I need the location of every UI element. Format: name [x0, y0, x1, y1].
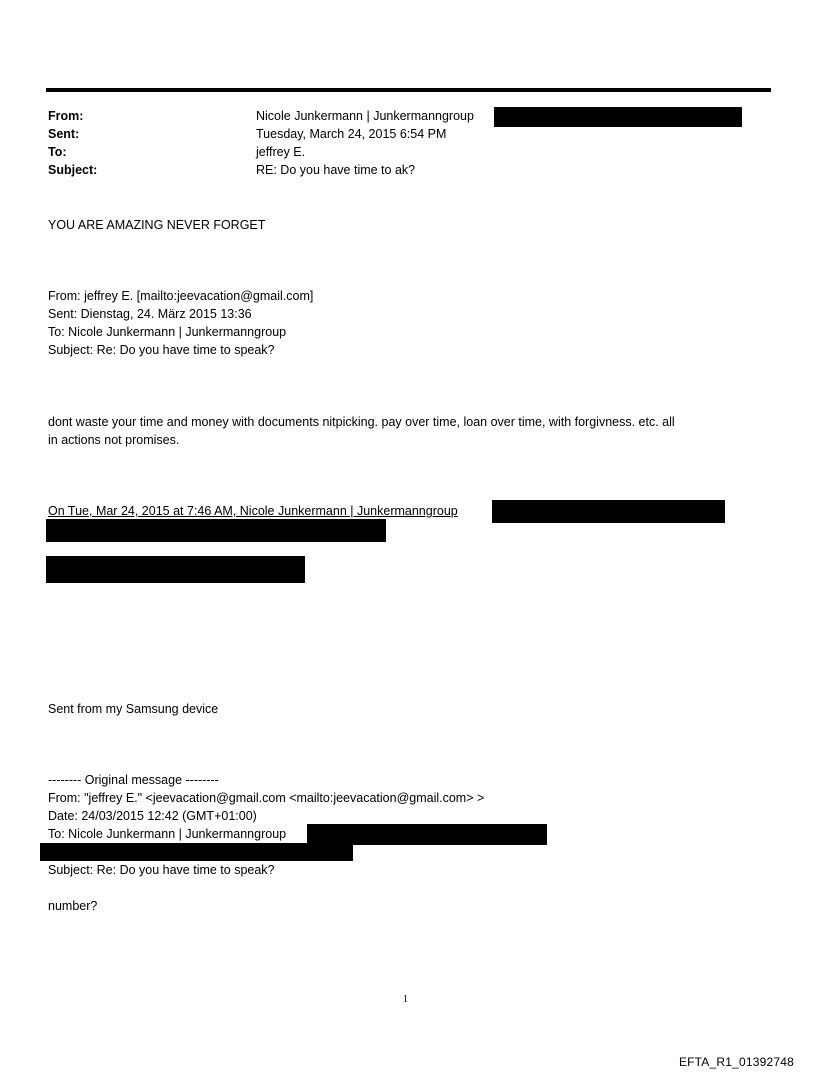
bates-number: EFTA_R1_01392748: [678, 1055, 794, 1069]
original-from: From: "jeffrey E." <jeevacation@gmail.com <mailto:jeevacation@gmail.com> >: [48, 791, 485, 805]
header-rule: [46, 88, 771, 92]
from-value: Nicole Junkermann | Junkermanngroup: [256, 109, 474, 123]
quoted-sent: Sent: Dienstag, 24. März 2015 13:36: [48, 307, 252, 321]
reply-body: YOU ARE AMAZING NEVER FORGET: [48, 218, 266, 232]
to-label: To:: [48, 145, 67, 159]
quoted-from: From: jeffrey E. [mailto:jeevacation@gmail.com]: [48, 289, 314, 303]
original-date: Date: 24/03/2015 12:42 (GMT+01:00): [48, 809, 257, 823]
redaction-box: [307, 824, 547, 845]
original-divider: -------- Original message --------: [48, 773, 219, 787]
original-subject: Subject: Re: Do you have time to speak?: [48, 863, 275, 877]
redaction-box: [494, 107, 742, 127]
quoted-body-line-1: dont waste your time and money with documents nitpicking. pay over time, loan over time, with forgivness. etc. all: [48, 415, 675, 429]
to-value: jeffrey E.: [256, 145, 306, 159]
subject-label: Subject:: [48, 163, 98, 177]
original-body: number?: [48, 899, 98, 913]
quoted-body-line-2: in actions not promises.: [48, 433, 180, 447]
page-number: 1: [403, 994, 408, 1005]
redaction-box: [40, 843, 353, 861]
redaction-box: [46, 519, 386, 542]
quoted-to: To: Nicole Junkermann | Junkermanngroup: [48, 325, 287, 339]
sent-label: Sent:: [48, 127, 80, 141]
quoted-on-line: On Tue, Mar 24, 2015 at 7:46 AM, Nicole Junkermann | Junkermanngroup: [48, 504, 458, 518]
sent-value: Tuesday, March 24, 2015 6:54 PM: [256, 127, 447, 141]
from-label: From:: [48, 109, 84, 123]
signature: Sent from my Samsung device: [48, 702, 219, 716]
quoted-subject: Subject: Re: Do you have time to speak?: [48, 343, 275, 357]
original-to: To: Nicole Junkermann | Junkermanngroup: [48, 827, 287, 841]
redaction-box: [46, 556, 305, 583]
subject-value: RE: Do you have time to ak?: [256, 163, 416, 177]
redaction-box: [492, 500, 725, 523]
